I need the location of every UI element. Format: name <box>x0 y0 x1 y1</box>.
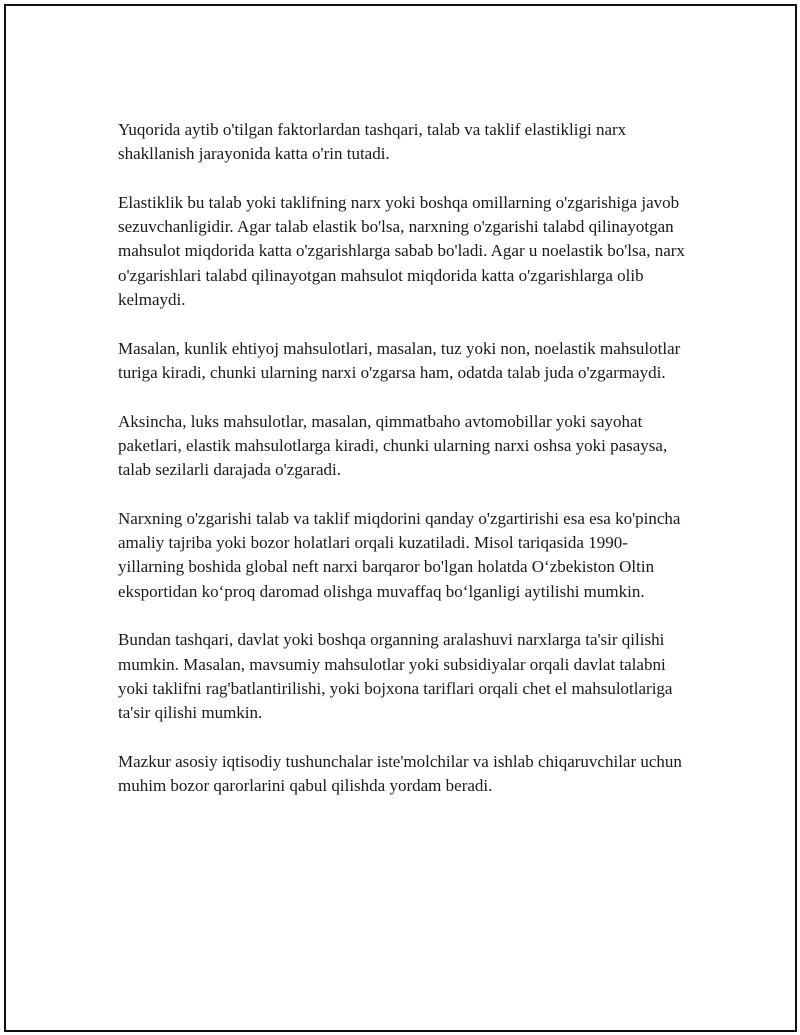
paragraph-4: Aksincha, luks mahsulotlar, masalan, qimmatbaho avtomobillar yoki sayohat paketlari, elastik mahsulotlarga kiradi, chunki ularning narxi oshsa yoki pasaysa, talab sezilarli darajada o'zgaradi. <box>118 411 668 480</box>
paragraph-6: Bundan tashqari, davlat yoki boshqa organning aralashuvi narxlarga ta'sir qilishi mumkin. Masalan, mavsumiy mahsulotlar yoki subsidiyalar orqali davlat talabni yoki taklifni rag'batlantirilishi, yoki bojxona tariflari orqali chet el mahsulotlariga ta'sir qilishi mumkin. <box>118 630 673 723</box>
paragraph-2: Elastiklik bu talab yoki taklifning narx yoki boshqa omillarning o'zgarishiga javob sezuvchanligidir. Agar talab elastik bo'lsa, narxning o'zgarishi talabd qilinayotgan mahsulot miqdorida katta o'zgarishlarga sabab bo'ladi. Agar u noelastik bo'lsa, narx o'zgarishlari talabd qilinayotgan mahsulot miqdorida katta o'zgarishlarga olib kelmaydi. <box>118 192 685 310</box>
paragraph-1: Yuqorida aytib o'tilgan faktorlardan tashqari, talab va taklif elastikligi narx shakllanish jarayonida katta o'rin tutadi. <box>118 120 627 164</box>
paragraph-5: Narxning o'zgarishi talab va taklif miqdorini qanday o'zgartirishi esa esa ko'pincha amaliy tajriba yoki bozor holatlari orqali kuzatiladi. Misol tariqasida 1990-yillarning boshida global neft narxi barqaror bo'lgan holatda O‘zbekiston Oltin eksportidan ko‘proq daromad olishga muvaffaq bo‘lganligi aytilishi mumkin. <box>118 508 681 601</box>
document-body <box>118 118 690 823</box>
paragraph-7: Mazkur asosiy iqtisodiy tushunchalar iste'molchilar va ishlab chiqaruvchilar uchun muhim bozor qarorlarini qabul qilishda yordam beradi. <box>118 751 682 796</box>
document-page <box>4 4 797 1032</box>
paragraph-3: Masalan, kunlik ehtiyoj mahsulotlari, masalan, tuz yoki non, noelastik mahsulotlar turiga kiradi, chunki ularning narxi o'zgarsa ham, odatda talab juda o'zgarmaydi. <box>118 338 681 382</box>
